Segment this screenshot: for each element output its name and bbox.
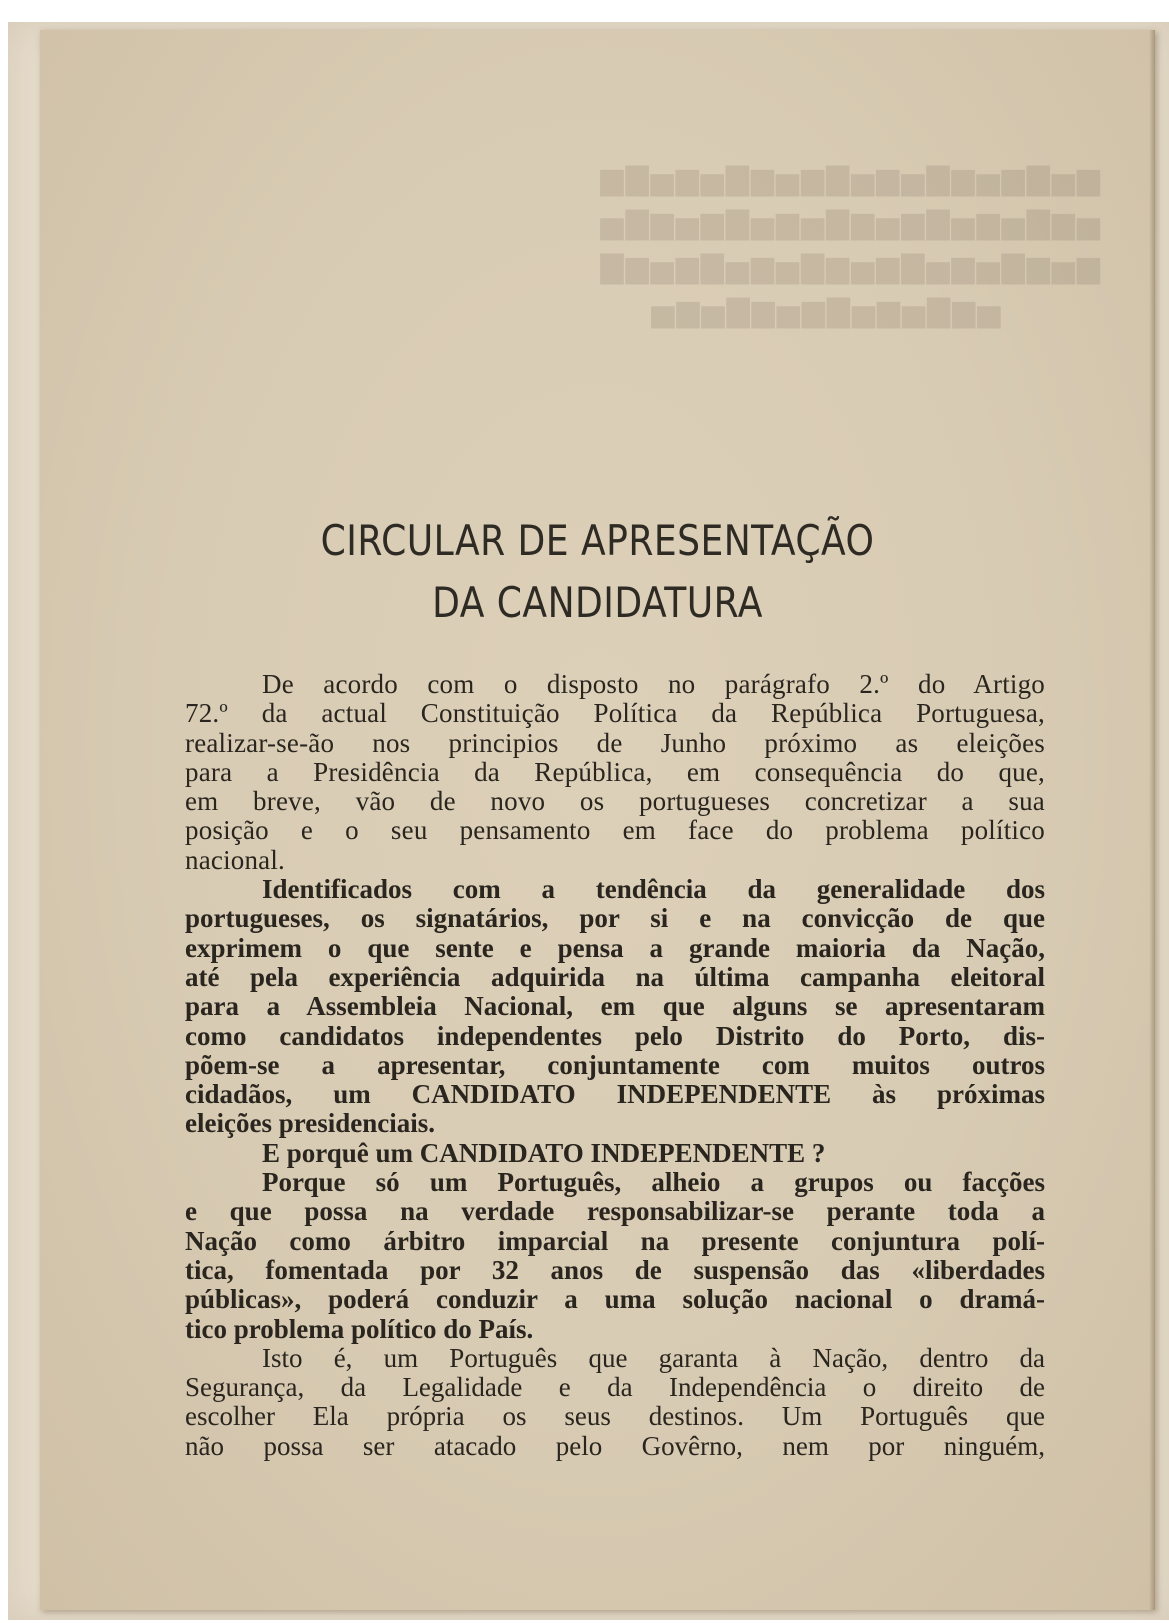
text-line: para a Assembleia Nacional, em que alguns se apresentaram [185,991,1045,1022]
text-line: eleições presidenciais. [185,1108,435,1139]
paragraph-5 [185,1344,1045,1461]
paragraph-2 [185,875,1045,1139]
text-line: públicas», poderá conduzir a uma solução nacional o dramá- [185,1284,1045,1315]
text-line: em breve, vão de novo os portugueses concretizar a sua [185,786,1045,817]
text-line: Identificados com a tendência da generalidade dos [262,874,1045,905]
show-through-texture: ▆▅▇▆▅▆▇▅▆▅▇▆▅▆▇▅▆▅▇▆ ▅▆▇▅▆▅▇▆▅▆▇▅▆▅▇▆▅▆▇▅ ▆▅▆▇▅▆▅▇▆▅▆▇▅▆▅▇▆▅▆▇ ▅▆▇▅▆▅▇▆▅▆▇▅▆▅ [598,162,1100,329]
text-line: posição e o seu pensamento em face do problema político [185,815,1045,846]
paragraph-3 [185,1139,1045,1168]
text-line: cidadãos, um CANDIDATO INDEPENDENTE às próximas [185,1079,1045,1110]
text-line: como candidatos independentes pelo Distrito do Porto, dis- [185,1020,1045,1051]
text-line: tico problema político do País. [185,1313,534,1344]
document-title [118,510,1077,634]
text-line: De acordo com o disposto no parágrafo 2.º do Artigo [262,669,1045,699]
text-line: põem-se a apresentar, conjuntamente com muitos outros [185,1049,1045,1080]
document-body [185,670,1045,1461]
paper-sheet [40,30,1155,1610]
text-line: tica, fomentada por 32 anos de suspensão das «liberdades [185,1254,1045,1285]
text-line: 72.º da actual Constituição Política da República Portuguesa, [185,698,1045,729]
text-line: e que possa na verdade responsabilizar-se perante toda a [185,1196,1045,1227]
text-line: realizar-se-ão nos principios de Junho próximo as eleições [185,727,1045,758]
title-line: CIRCULAR DE APRESENTAÇÃO [320,516,875,566]
text-line: não possa ser atacado pelo Govêrno, nem por ninguém, [185,1430,1045,1461]
text-line: Isto é, um Português que garanta à Nação, dentro da [262,1342,1045,1373]
text-line: até pela experiência adquirida na última campanha eleitoral [185,961,1045,992]
text-line: Segurança, da Legalidade e da Independência o direito de [185,1372,1045,1403]
text-line: Porque só um Português, alheio a grupos ou facções [262,1167,1045,1198]
text-line: escolher Ela própria os seus destinos. Um Português que [185,1401,1045,1432]
sheet-edge-shadow [1149,30,1155,1610]
text-line: exprimem o que sente e pensa a grande maioria da Nação, [185,932,1045,963]
text-line: nacional. [185,844,286,875]
title-line: DA CANDIDATURA [432,578,763,628]
paragraph-4 [185,1168,1045,1344]
text-line: para a Presidência da República, em consequência do que, [185,756,1045,787]
text-line: portugueses, os signatários, por si e na convicção de que [185,903,1045,934]
text-line: E porquê um CANDIDATO INDEPENDENTE ? [262,1137,826,1168]
paragraph-1 [185,670,1045,875]
text-line: Nação como árbitro imparcial na presente conjuntura polí- [185,1225,1045,1256]
